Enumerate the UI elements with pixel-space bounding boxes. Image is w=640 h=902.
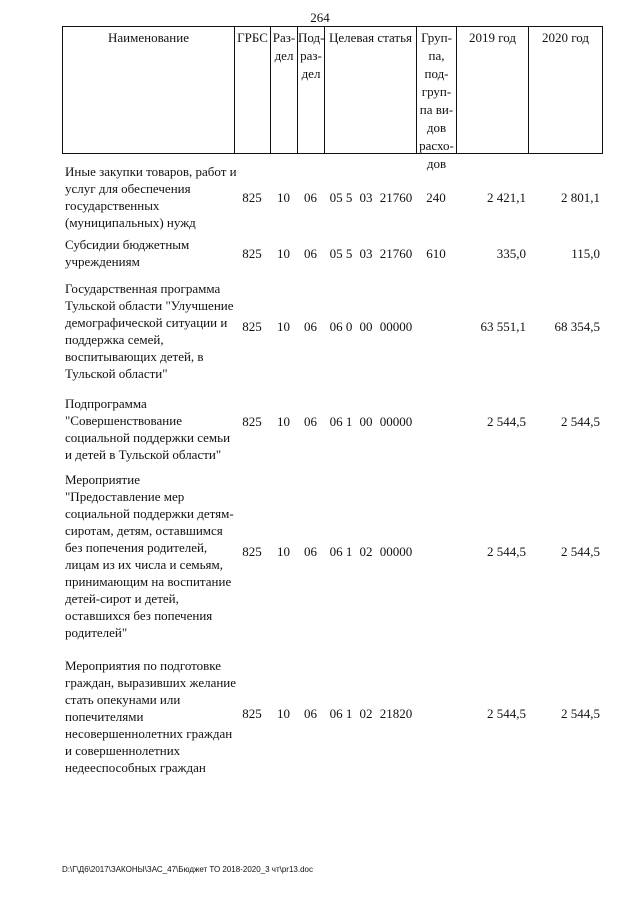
- header-grbs-label: ГРБС: [237, 30, 268, 45]
- header-group-label: Груп- па, под- груп- па ви- дов расхо- дов: [419, 30, 454, 171]
- row-name: Мероприятие "Предоставление мер социальной поддержки детям-сиротам, детям, оставшимся без попечения родителей, лицам из их числа и семьям, принимающим на воспитание детей-сирот и детей, оставшихся без попечения родителей": [65, 472, 234, 640]
- row-grbs: 825: [242, 319, 262, 334]
- header-2020-label: 2020 год: [542, 30, 589, 45]
- row-name: Иные закупки товаров, работ и услуг для обеспечения государственных (муниципальных) нужд: [65, 164, 237, 230]
- row-group: 610: [426, 246, 446, 261]
- row-2020: 2 544,5: [561, 706, 600, 721]
- row-2020: 2 801,1: [561, 190, 600, 205]
- row-name: Государственная программа Тульской области "Улучшение демографической ситуации и поддержка семей, воспитывающих детей, в Тульской области": [65, 281, 234, 381]
- row-razdel: 10: [277, 706, 290, 721]
- row-razdel: 10: [277, 246, 290, 261]
- header-group: [416, 26, 456, 171]
- row-target-direction: 00000: [379, 319, 413, 334]
- file-path-footer: D:\Г\Д6\2017\ЗАКОНЫ\ЗАС_47\Бюджет ТО 2018-2020_3 чт\pr13.doc: [62, 865, 313, 874]
- row-razdel: 10: [277, 414, 290, 429]
- row-2020: 68 354,5: [554, 319, 600, 334]
- header-2019: [456, 26, 528, 154]
- row-target-direction: 21760: [379, 246, 413, 261]
- row-2019: 2 544,5: [487, 544, 526, 559]
- row-name: Подпрограмма "Совершенствование социальной поддержки семьи и детей в Тульской области": [65, 396, 231, 462]
- header-name: [62, 26, 234, 154]
- row-target-program: 06 1: [329, 414, 353, 429]
- row-2020: 115,0: [571, 246, 600, 261]
- row-name: Мероприятия по подготовке граждан, выразивших желание стать опекунами или попечителями несовершеннолетних граждан и совершеннолетних недееспособных граждан: [65, 658, 237, 775]
- row-target-event: 02: [359, 706, 373, 721]
- row-2019: 2 544,5: [487, 414, 526, 429]
- row-2019: 63 551,1: [480, 319, 526, 334]
- row-grbs: 825: [242, 246, 262, 261]
- page-number: 264: [310, 10, 330, 25]
- header-target: [324, 26, 416, 154]
- row-grbs: 825: [242, 706, 262, 721]
- header-podrazdel-label: Под- раз- дел: [298, 30, 325, 81]
- header-razdel: [270, 26, 297, 154]
- header-razdel-label: Раз- дел: [272, 30, 296, 63]
- row-podrazdel: 06: [304, 246, 317, 261]
- row-2020: 2 544,5: [561, 544, 600, 559]
- row-target-event: 00: [359, 319, 373, 334]
- row-podrazdel: 06: [304, 319, 317, 334]
- row-target-program: 05 5: [329, 190, 353, 205]
- row-target-direction: 21760: [379, 190, 413, 205]
- row-grbs: 825: [242, 544, 262, 559]
- row-podrazdel: 06: [304, 190, 317, 205]
- row-podrazdel: 06: [304, 706, 317, 721]
- row-razdel: 10: [277, 190, 290, 205]
- header-2020: [528, 26, 603, 154]
- header-2019-label: 2019 год: [469, 30, 516, 45]
- header-target-label: Целевая статья: [328, 30, 412, 45]
- header-podrazdel: [297, 26, 324, 154]
- row-2020: 2 544,5: [561, 414, 600, 429]
- row-target-program: 06 1: [329, 706, 353, 721]
- header-grbs: [234, 26, 270, 154]
- row-target-event: 02: [359, 544, 373, 559]
- row-target-program: 06 1: [329, 544, 353, 559]
- row-target-event: 03: [359, 246, 373, 261]
- row-target-direction: 21820: [379, 706, 413, 721]
- row-target-program: 06 0: [329, 319, 353, 334]
- row-podrazdel: 06: [304, 414, 317, 429]
- row-target-direction: 00000: [379, 414, 413, 429]
- row-grbs: 825: [242, 190, 262, 205]
- header-name-label: Наименование: [108, 30, 189, 45]
- row-target-event: 00: [359, 414, 373, 429]
- row-target-event: 03: [359, 190, 373, 205]
- row-grbs: 825: [242, 414, 262, 429]
- row-2019: 335,0: [496, 246, 526, 261]
- row-target-program: 05 5: [329, 246, 353, 261]
- row-group: 240: [426, 190, 446, 205]
- row-razdel: 10: [277, 544, 290, 559]
- row-2019: 2 421,1: [487, 190, 526, 205]
- row-target-direction: 00000: [379, 544, 413, 559]
- row-name: Субсидии бюджетным учреждениям: [65, 237, 190, 269]
- row-razdel: 10: [277, 319, 290, 334]
- row-2019: 2 544,5: [487, 706, 526, 721]
- row-podrazdel: 06: [304, 544, 317, 559]
